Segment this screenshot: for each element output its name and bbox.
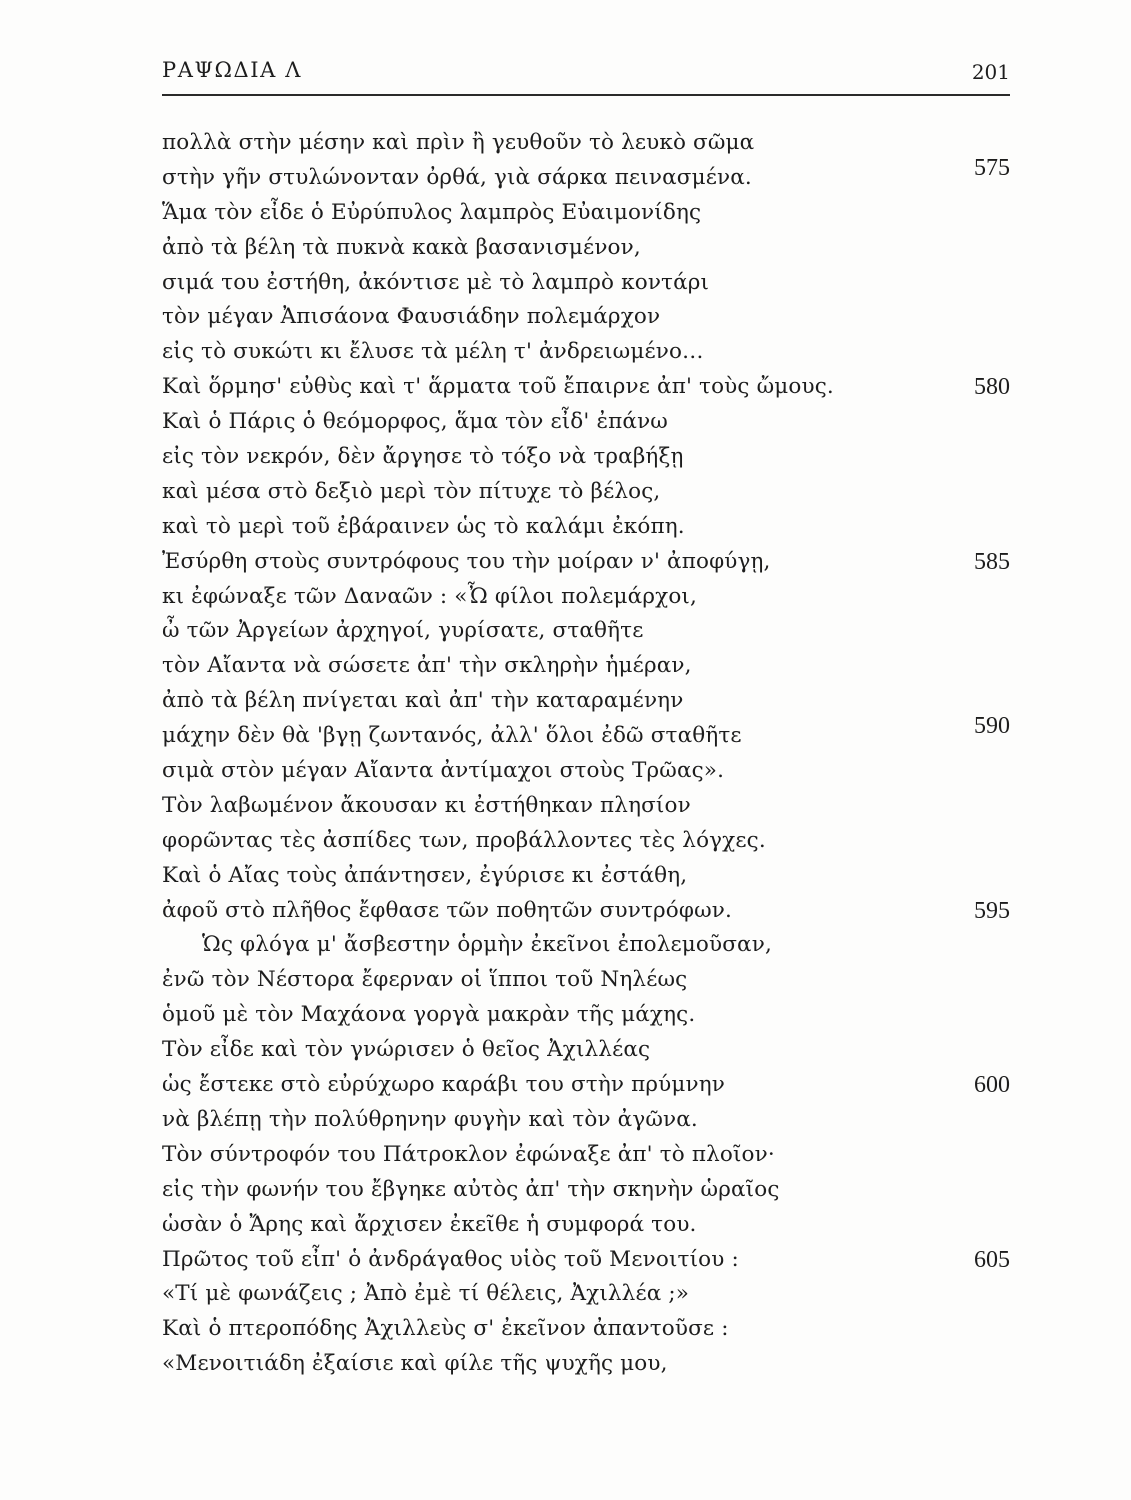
verse-text: Ἅμα τὸν εἶδε ὁ Εὐρύπυλος λαμπρὸς Εὐαιμονίδης xyxy=(162,199,702,225)
line-number: 600 xyxy=(974,1072,1010,1099)
verse-text: Ὡς φλόγα μ' ἄσβεστην ὁρμὴν ἐκεῖνοι ἐπολεμοῦσαν, xyxy=(202,932,772,958)
page-number: 201 xyxy=(971,60,1010,84)
verse-text: Τὸν λαβωμένον ἄκουσαν κι ἐστήθηκαν πλησίον xyxy=(162,792,691,818)
verse-line xyxy=(162,1173,1010,1208)
verse-text: στὴν γῆν στυλώνονταν ὀρθά, γιὰ σάρκα πεινασμένα. xyxy=(162,164,752,190)
verse-line xyxy=(162,684,1010,719)
verse-text: μάχην δὲν θὰ 'βγῃ ζωντανός, ἀλλ' ὅλοι ἐδῶ σταθῆτε xyxy=(162,723,742,749)
verse-line xyxy=(162,335,1010,370)
line-number: 590 xyxy=(974,713,1010,740)
verse-text: «Τί μὲ φωνάζεις ; Ἀπὸ ἐμὲ τί θέλεις, Ἀχιλλέα ;» xyxy=(162,1281,690,1307)
verse-text: πολλὰ στὴν μέσην καὶ πρὶν ἢ γευθοῦν τὸ λευκὸ σῶμα xyxy=(162,130,755,155)
verse-text: ὁμοῦ μὲ τὸν Μαχάονα γοργὰ μακρὰν τῆς μάχης. xyxy=(162,1002,696,1028)
verse-line xyxy=(162,963,1010,998)
verse-line xyxy=(162,370,1010,405)
verse-line xyxy=(162,1277,1010,1312)
verse-text: Τὸν σύντροφόν του Πάτροκλον ἐφώναξε ἀπ' τὸ πλοῖον· xyxy=(162,1141,775,1167)
verse-text: νὰ βλέπῃ τὴν πολύθρηνην φυγὴν καὶ τὸν ἀγῶνα. xyxy=(162,1106,698,1132)
verse-text: τὸν Αἴαντα νὰ σώσετε ἀπ' τὴν σκληρὴν ἡμέραν, xyxy=(162,653,692,679)
verse-list xyxy=(162,126,1010,1382)
line-number: 595 xyxy=(974,897,1010,924)
verse-line xyxy=(162,154,1010,196)
verse-line xyxy=(162,510,1010,545)
verse-line xyxy=(162,196,1010,231)
verse-text: Πρῶτος τοῦ εἶπ' ὁ ἀνδράγαθος υἱὸς τοῦ Μενοιτίου : xyxy=(162,1246,739,1272)
verse-line xyxy=(162,998,1010,1033)
line-number: 605 xyxy=(974,1246,1010,1273)
verse-line xyxy=(162,614,1010,649)
verse-text: εἰς τὴν φωνήν του ἔβγηκε αὐτὸς ἀπ' τὴν σκηνὴν ὡραῖος xyxy=(162,1176,780,1202)
verse-line xyxy=(162,266,1010,301)
verse-line xyxy=(162,126,1010,161)
page-header xyxy=(162,56,1010,96)
verse-text: ὡς ἔστεκε στὸ εὐρύχωρο καράβι του στὴν πρύμνην xyxy=(162,1072,725,1098)
verse-line xyxy=(162,1208,1010,1243)
verse-text: Καὶ ὁ Πάρις ὁ θεόμορφος, ἅμα τὸν εἶδ' ἐπάνω xyxy=(162,409,668,435)
verse-line xyxy=(162,928,1010,963)
verse-text: ἀφοῦ στὸ πλῆθος ἔφθασε τῶν ποθητῶν συντρόφων. xyxy=(162,897,732,923)
verse-line xyxy=(162,231,1010,266)
verse-line xyxy=(162,405,1010,440)
verse-line xyxy=(162,754,1010,789)
verse-text: καὶ τὸ μερὶ τοῦ ἐβάραινεν ὡς τὸ καλάμι ἐκόπη. xyxy=(162,513,685,539)
verse-text: εἰς τὸ συκώτι κι ἔλυσε τὰ μέλη τ' ἀνδρειωμένο… xyxy=(162,339,704,365)
verse-line xyxy=(162,1138,1010,1173)
line-number: 580 xyxy=(974,374,1010,401)
verse-line xyxy=(162,894,1010,929)
verse-text: τὸν μέγαν Ἀπισάονα Φαυσιάδην πολεμάρχον xyxy=(162,304,661,330)
verse-text: ἐνῶ τὸν Νέστορα ἔφερναν οἱ ἵπποι τοῦ Νηλέως xyxy=(162,967,688,993)
verse-text: ὦ τῶν Ἀργείων ἀρχηγοί, γυρίσατε, σταθῆτε xyxy=(162,618,644,644)
verse-text: ἀπὸ τὰ βέλη πνίγεται καὶ ἀπ' τὴν καταραμένην xyxy=(162,688,684,714)
verse-line xyxy=(162,1033,1010,1068)
verse-text: Καὶ ὅρμησ' εὐθὺς καὶ τ' ἅρματα τοῦ ἔπαιρνε ἀπ' τοὺς ὤμους. xyxy=(162,374,834,400)
running-head: ΡΑΨΩΔΙΑ Λ xyxy=(162,58,302,82)
verse-line xyxy=(162,545,1010,580)
line-number: 585 xyxy=(974,548,1010,575)
verse-text: κι ἐφώναξε τῶν Δαναῶν : «Ὦ φίλοι πολεμάρχοι, xyxy=(162,583,697,609)
verse-line xyxy=(162,300,1010,335)
verse-text: σιμά του ἐστήθη, ἀκόντισε μὲ τὸ λαμπρὸ κοντάρι xyxy=(162,269,710,295)
verse-line xyxy=(162,440,1010,475)
verse-text: Ἐσύρθη στοὺς συντρόφους του τὴν μοίραν ν' ἀποφύγῃ, xyxy=(162,548,771,574)
header-rule xyxy=(162,94,1010,96)
verse-line xyxy=(162,1243,1010,1278)
verse-line xyxy=(162,1068,1010,1103)
verse-text: εἰς τὸν νεκρόν, δὲν ἄργησε τὸ τόξο νὰ τραβήξῃ xyxy=(162,444,684,470)
verse-line xyxy=(162,859,1010,894)
verse-text: ὡσὰν ὁ Ἄρης καὶ ἄρχισεν ἐκεῖθε ἡ συμφορά του. xyxy=(162,1211,697,1237)
verse-text: Καὶ ὁ Αἴας τοὺς ἀπάντησεν, ἐγύρισε κι ἐστάθη, xyxy=(162,862,688,888)
verse-text: καὶ μέσα στὸ δεξιὸ μερὶ τὸν πίτυχε τὸ βέλος, xyxy=(162,478,661,504)
verse-text: φορῶντας τὲς ἀσπίδες των, προβάλλοντες τὲς λόγχες. xyxy=(162,827,766,853)
verse-text: Καὶ ὁ πτεροπόδης Ἀχιλλεὺς σ' ἐκεῖνον ἀπαντοῦσε : xyxy=(162,1316,729,1342)
verse-line xyxy=(162,649,1010,684)
verse-line xyxy=(162,713,1010,754)
verse-line xyxy=(162,824,1010,859)
verse-line xyxy=(162,580,1010,615)
verse-line xyxy=(162,1347,1010,1382)
verse-line xyxy=(162,1312,1010,1347)
verse-text: ἀπὸ τὰ βέλη τὰ πυκνὰ κακὰ βασανισμένον, xyxy=(162,234,641,260)
verse-text: «Μενοιτιάδη ἐξαίσιε καὶ φίλε τῆς ψυχῆς μου, xyxy=(162,1351,668,1377)
verse-line xyxy=(162,475,1010,510)
verse-line xyxy=(162,1103,1010,1138)
verse-text: Τὸν εἶδε καὶ τὸν γνώρισεν ὁ θεῖος Ἀχιλλέας xyxy=(162,1037,651,1063)
line-number: 575 xyxy=(974,154,1010,181)
verse-text: σιμὰ στὸν μέγαν Αἴαντα ἀντίμαχοι στοὺς Τρῶας». xyxy=(162,758,725,784)
verse-line xyxy=(162,789,1010,824)
